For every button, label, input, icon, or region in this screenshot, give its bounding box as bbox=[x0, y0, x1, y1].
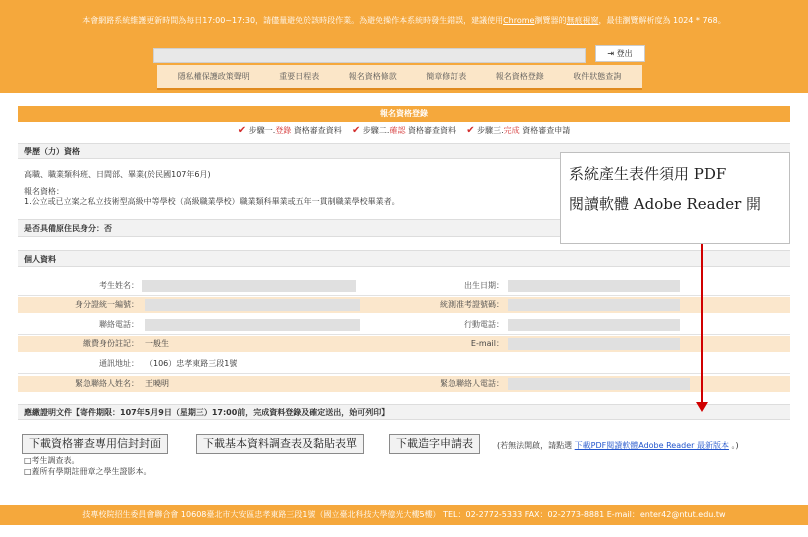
contact-name-label: 緊急聯絡人姓名： bbox=[75, 379, 139, 388]
menu-revisions[interactable]: 簡章修訂表 bbox=[426, 72, 467, 81]
phone-row bbox=[18, 317, 790, 333]
address-row bbox=[18, 356, 790, 372]
notice-text-2: 瀏覽器的 bbox=[534, 16, 567, 25]
divider bbox=[18, 295, 790, 296]
qualification-label: 報名資格： bbox=[24, 187, 64, 196]
logout-button[interactable] bbox=[595, 45, 645, 62]
id-row bbox=[18, 297, 790, 313]
step3-suffix: 資格審查申請 bbox=[522, 126, 571, 135]
documents-heading: 應繳證明文件【寄件期限：107年5月9日（星期三）17:00前，完成資料登錄及確定送出，始可列印】 bbox=[18, 404, 790, 420]
contact-phone-value bbox=[508, 378, 690, 390]
download-survey-button[interactable]: 下載基本資料調查表及黏貼表單 bbox=[196, 434, 364, 454]
chrome-link[interactable]: Chrome bbox=[503, 16, 535, 25]
download-name-form-button[interactable]: 下載造字申請表 bbox=[389, 434, 480, 454]
name-row bbox=[18, 278, 790, 294]
mobile-value bbox=[508, 319, 680, 331]
top-banner bbox=[0, 0, 808, 93]
adobe-reader-link[interactable]: 下載PDF閱讀軟體Adobe Reader 最新版本 bbox=[574, 441, 729, 450]
step1-suffix: 資格審查資料 bbox=[293, 126, 342, 135]
birth-value bbox=[508, 280, 680, 292]
annotation-arrow-head bbox=[696, 402, 708, 412]
annotation-arrow-line bbox=[701, 244, 703, 404]
name-label: 考生姓名： bbox=[99, 281, 139, 290]
page-title: 報名資格登錄 bbox=[18, 106, 790, 122]
logout-label: 登出 bbox=[616, 49, 633, 58]
phone-value bbox=[145, 319, 360, 331]
menu-privacy[interactable]: 隱私權保護政策聲明 bbox=[177, 72, 250, 81]
step2-suffix: 資格審查資料 bbox=[408, 126, 457, 135]
address-label: 通訊地址： bbox=[99, 359, 139, 368]
qualification-value: 1.公立或已立案之私立技術型高級中等學校（高級職業學校）職業類科畢業或五年一貫制職業學校畢業者。 bbox=[24, 197, 400, 206]
id-label: 身分證統一編號： bbox=[75, 300, 139, 309]
birth-label: 出生日期： bbox=[464, 281, 504, 290]
logout-icon: ⇥ bbox=[607, 49, 617, 58]
id-value bbox=[145, 299, 360, 311]
step2-prefix: 步驟二. bbox=[362, 126, 390, 135]
notice-text-3: ，最佳瀏覽解析度為 1024 * 768。 bbox=[598, 16, 726, 25]
fee-row bbox=[18, 336, 790, 352]
step-indicator bbox=[18, 124, 790, 138]
exam-no-value bbox=[508, 299, 680, 311]
doc-item-survey: □考生調查表。 bbox=[24, 456, 80, 465]
step1-prefix: 步驟一. bbox=[248, 126, 276, 135]
indigenous-status: 是否具備原住民身分：否 bbox=[18, 219, 790, 237]
menu-terms[interactable]: 報名資格條款 bbox=[348, 72, 397, 81]
menu-receipt-status[interactable]: 收件狀態查詢 bbox=[573, 72, 622, 81]
emergency-contact-row bbox=[18, 376, 790, 392]
main-menu bbox=[157, 65, 642, 90]
contact-phone-label: 緊急聯絡人電話： bbox=[440, 379, 504, 388]
email-value bbox=[508, 338, 680, 350]
incognito-link[interactable]: 無痕視窗 bbox=[566, 16, 599, 25]
doc-item-student-id: □蓋所有學期註冊章之學生證影本。 bbox=[24, 467, 152, 476]
annotation-callout bbox=[560, 152, 790, 244]
step3-action: 完成 bbox=[503, 126, 520, 135]
user-info-bar bbox=[153, 48, 586, 63]
personal-heading: 個人資料 bbox=[18, 250, 790, 267]
pdf-reader-hint bbox=[497, 440, 739, 451]
check-icon: ✔ bbox=[237, 125, 247, 136]
divider bbox=[18, 373, 790, 374]
notice-text-1: 本會網路系統維護更新時間為每日17:00~17:30，請儘量避免於該時段作業。為避免操作本系統時發生錯誤，建議使用 bbox=[82, 16, 504, 25]
check-icon: ✔ bbox=[466, 125, 475, 136]
fee-value: 一般生 bbox=[145, 339, 169, 348]
download-envelope-button[interactable]: 下載資格審查專用信封封面 bbox=[22, 434, 168, 454]
contact-name-value: 王曉明 bbox=[145, 379, 169, 388]
menu-schedule[interactable]: 重要日程表 bbox=[279, 72, 320, 81]
education-heading: 學歷（力）資格 bbox=[18, 143, 790, 159]
check-icon: ✔ bbox=[351, 125, 361, 136]
hint-prefix: (若無法開啟，請點選 bbox=[497, 441, 573, 450]
hint-suffix: 。) bbox=[731, 441, 739, 450]
mobile-label: 行動電話： bbox=[464, 320, 504, 329]
callout-line-1: 系統產生表件須用 PDF bbox=[569, 165, 727, 183]
step3-prefix: 步驟三. bbox=[477, 126, 504, 135]
name-value bbox=[142, 280, 356, 292]
address-value: （106）忠孝東路三段1號 bbox=[145, 359, 238, 368]
email-label: E-mail： bbox=[470, 339, 504, 348]
footer: 技專校院招生委員會聯合會 10608臺北市大安區忠孝東路三段1號（國立臺北科技大學億光大樓5樓） TEL：02-2772-5333 FAX：02-2773-8881 E-mail：enter42@ntut.edu.tw bbox=[0, 505, 808, 525]
step2-action: 確認 bbox=[389, 126, 406, 135]
education-detail: 高職、職業類科班、日間部、畢業(於民國107年6月) bbox=[24, 170, 211, 179]
divider bbox=[18, 334, 790, 335]
fee-label: 繳費身份註記： bbox=[83, 339, 139, 348]
maintenance-notice bbox=[6, 15, 802, 27]
menu-registration[interactable]: 報名資格登錄 bbox=[495, 72, 544, 81]
exam-no-label: 統測准考證號碼： bbox=[440, 300, 504, 309]
phone-label: 聯絡電話： bbox=[99, 320, 139, 329]
step1-action: 登錄 bbox=[275, 126, 292, 135]
callout-line-2: 閱讀軟體 Adobe Reader 開 bbox=[569, 195, 762, 213]
